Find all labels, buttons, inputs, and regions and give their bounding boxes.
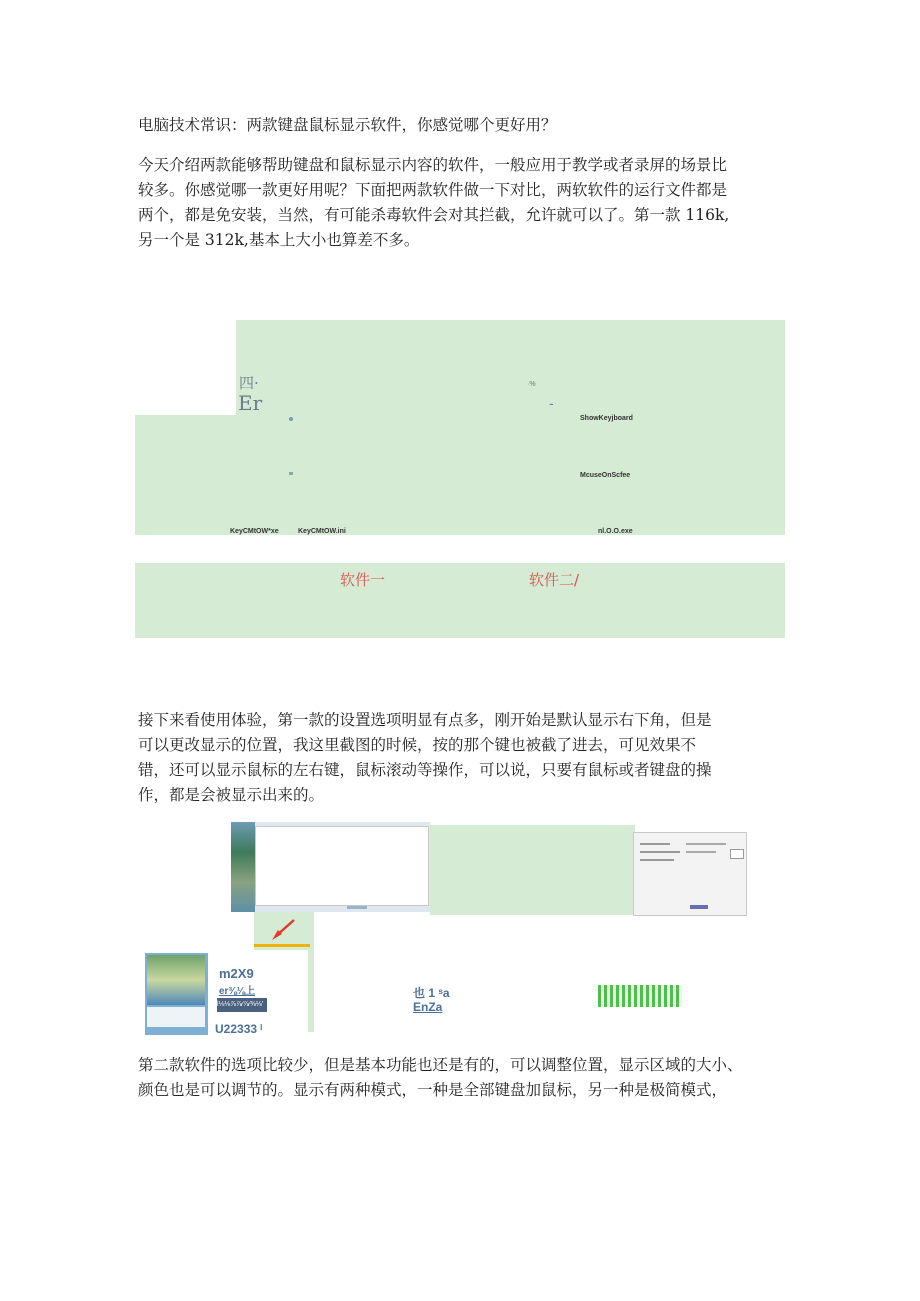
yellow-bar (254, 944, 310, 947)
figure1-caption-panel (135, 563, 785, 638)
figure1-top-panel (236, 320, 785, 415)
red-arrow-icon (270, 918, 298, 942)
file-label-keycmtow-exe: KeyCMtOW*xe (230, 528, 279, 535)
intro-line: 另一个是 312k,基本上大小也算差不多。 (138, 231, 420, 249)
intro-line: 两个，都是免安装，当然，有可能杀毒软件会对其拦截，允许就可以了。第一款 116k, (138, 206, 730, 224)
file-label-mouseonscreen: McuseOnScfee (580, 472, 631, 479)
intro-line: 较多。你感觉哪一款更好用呢？下面把两款软件做一下对比，两软软件的运行文件都是 (138, 181, 728, 199)
settings-line (686, 843, 726, 845)
ocr-text-mid-2: EnZa (413, 1000, 443, 1014)
ocr-dark-bar: l⅛⅛⅞⅞∕⅞⁄⅜⅛' (217, 998, 267, 1012)
caption-software-two: 软件二/ (529, 571, 580, 589)
game-status-area (147, 1007, 205, 1027)
figure2-center-panel (430, 825, 635, 915)
second-software-paragraph (138, 1053, 798, 1103)
settings-window-screenshot (633, 832, 747, 916)
file-label-showkeyboard: ShowKeyjboard (580, 415, 633, 422)
file-label-nl-exe: nl.O.O.exe (598, 528, 633, 535)
settings-line (640, 859, 674, 861)
file-icon-dot (289, 472, 293, 475)
game-scene (147, 955, 205, 1005)
second-line: 第二款软件的选项比较少，但是基本功能也还是有的，可以调整位置，显示区域的大小、 (138, 1056, 743, 1074)
ocr-text-m2x9: m2X9 (219, 966, 254, 981)
intro-paragraph (138, 153, 798, 253)
settings-button (730, 849, 744, 859)
usage-line: 错，还可以显示鼠标的左右键，鼠标滚动等操作，可以说，只要有鼠标或者键盘的操 (138, 761, 712, 779)
screenshot-button (347, 906, 367, 909)
figure1-main-panel (135, 415, 785, 535)
screenshot-sidebar-strip (231, 822, 255, 912)
file-icon-dot (289, 417, 293, 421)
second-line: 颜色也是可以调节的。显示有两种模式，一种是全部键盘加鼠标，另一种是极简模式， (138, 1081, 728, 1099)
compact-mode-preview (598, 985, 682, 1007)
game-screenshot-thumbnail (145, 953, 208, 1035)
usage-line: 接下来看使用体验，第一款的设置选项明显有点多，刚开始是默认显示右下角，但是 (138, 711, 712, 729)
usage-paragraph (138, 708, 798, 808)
usage-line: 作，都是会被显示出来的。 (138, 786, 325, 804)
title-text: 电脑技术常识：两款键盘鼠标显示软件，你感觉哪个更好用？ (138, 116, 557, 134)
ocr-text-top-left: 四· (239, 374, 259, 392)
ocr-text-big: Er (238, 391, 263, 415)
settings-line (640, 843, 670, 845)
usage-line: 可以更改显示的位置，我这里截图的时候，按的那个键也被截了进去，可见效果不 (138, 736, 697, 754)
intro-line: 今天介绍两款能够帮助键盘和鼠标显示内容的软件，一般应用于教学或者录屏的场景比 (138, 156, 728, 174)
article-title (138, 113, 798, 138)
ocr-text-top-mid: ·% (527, 381, 536, 388)
screenshot-white-window (255, 826, 429, 906)
file-label-keycmtow-ini: KeyCMtOW.ini (298, 528, 346, 535)
ocr-dash: - (549, 395, 554, 411)
settings-line (686, 851, 716, 853)
settings-ok-button (690, 905, 708, 909)
caption-software-one: 软件一 (340, 571, 386, 589)
ocr-text-u22333: U22333 ˡ (215, 1022, 263, 1036)
ocr-text-mid-1: 也 1 ˢa (413, 986, 450, 1000)
settings-line (640, 851, 680, 853)
ocr-text-er: er⅜⅛上 (219, 986, 256, 997)
app-screenshot-left (231, 822, 430, 912)
